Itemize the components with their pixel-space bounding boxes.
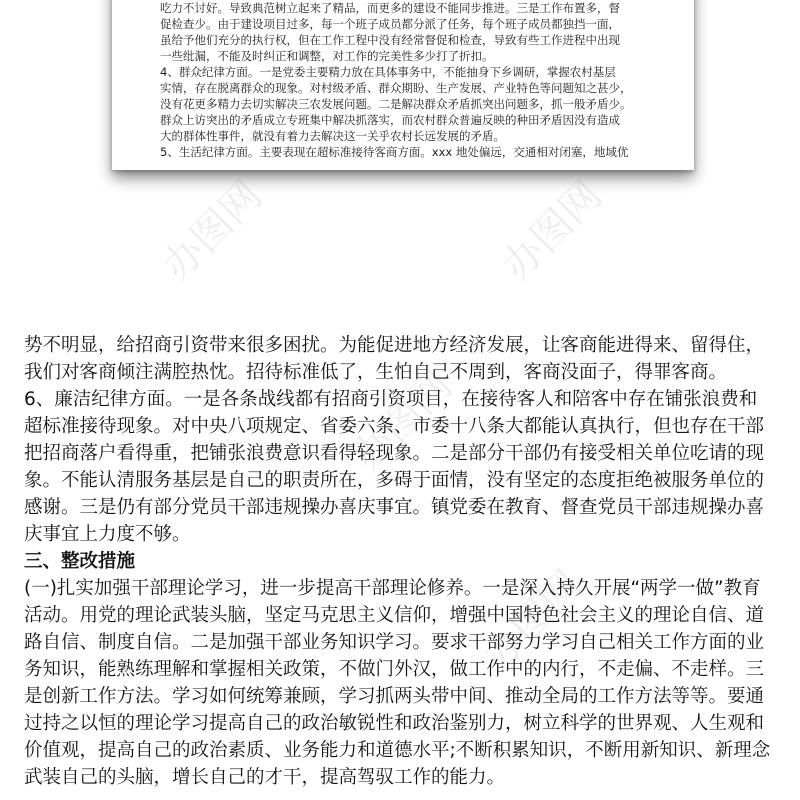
body-line: 象。不能认清服务基层是自己的职责所在，多碍于面情，没有坚定的态度拒绝被服务单位的 [24,470,765,491]
body-line: 感谢。三是仍有部分党员干部违规操办喜庆事宜。镇党委在教育、督查党员干部违规操办喜 [24,497,765,518]
watermark: 办图网 [473,562,592,680]
body-line: 我们对客商倾注满腔热忱。招待标准低了，生怕自己不周到，客商没面子，得罪客商。 [24,362,728,383]
body-line: 是创新工作方法。学习如何统筹兼顾，学习抓两头带中间、推动全局的工作方法等等。要通 [24,686,765,707]
body-line: 务知识，能熟练理解和掌握相关政策，不做门外汉，做工作中的内行，不走偏、不走样。三 [24,659,765,680]
body-line: 庆事宜上力度不够。 [24,524,191,545]
paper-line: 没有花更多精力去切实解决三农发展问题。二是解决群众矛盾抓突出问题多，抓一般矛盾少。 [160,97,632,111]
body-line: (一)扎实加强干部理论学习，进一步提高干部理论修养。一是深入持久开展“两学一做”教育 [24,578,761,599]
body-line: 路自信、制度自信。二是加强干部业务知识学习。要求干部努力学习自己相关工作方面的业 [24,632,765,653]
body-line: 活动。用党的理论武装头脑，坚定马克思主义信仰，增强中国特色社会主义的理论自信、道 [24,605,765,626]
body-line: 6、廉洁纪律方面。一是各条战线都有招商引资项目，在接待客人和陪客中存在铺张浪费和 [24,389,758,410]
body-line: 过持之以恒的理论学习提高自己的政治敏锐性和政治鉴别力，树立科学的世界观、人生观和 [24,713,765,734]
body-line: 把招商落户看得重，把铺张浪费意识看得轻现象。二是部分干部仍有接受相关单位吃请的现 [24,443,765,464]
paper-line: 大的群体性事件，就没有着力去解决这一关乎农村长远发展的矛盾。 [160,129,505,143]
paper-line: 促检查少。由于建设项目过多，每一个班子成员都分派了任务，每个班子成员都独挡一面， [160,17,620,31]
paper-line: 吃力不讨好。导致典范树立起来了精品，而更多的建设不能同步推进。三是工作布置多，督 [160,1,620,15]
body-line: 超标准接待现象。对中央八项规定、省委六条、市委十八条大都能认真执行，但也存在干部 [24,416,765,437]
document-preview-card [112,0,694,170]
section-heading: 三、整改措施 [24,551,136,572]
paper-line: 一些纰漏，不能及时纠正和调整，对工作的完美性多少打了折扣。 [160,49,494,63]
watermark: 办图网 [343,362,462,480]
watermark: 办图网 [493,172,612,290]
paper-line: 实情，存在脱离群众的现象。对村级矛盾、群众期盼、生产发展、产业特色等问题知之甚少， [160,81,632,95]
watermark: 办图网 [153,172,272,290]
body-line: 价值观，提高自己的政治素质、业务能力和道德水平;不断积累知识，不断用新知识、新理念 [24,740,771,761]
paper-line: 虽给予他们充分的执行权，但在工作工程中没有经常督促和检查，导致有些工作进程中出现 [160,33,620,47]
paper-line: 群众上访突出的矛盾成立专班集中解决抓落实，而农村群众普遍反映的种田矛盾因没有造成 [160,113,620,127]
body-line: 势不明显，给招商引资带来很多困扰。为能促进地方经济发展，让客商能进得来、留得住， [24,335,765,356]
paper-line: 5、生活纪律方面。主要表现在超标准接待客商方面。xxx 地处偏远，交通相对闭塞，地域优 [160,145,629,159]
paper-line: 4、群众纪律方面。一是党委主要精力放在具体事务中，不能抽身下乡调研，掌握农村基层 [160,65,616,79]
body-line: 武装自己的头脑，增长自己的才干，提高驾驭工作的能力。 [24,767,506,788]
